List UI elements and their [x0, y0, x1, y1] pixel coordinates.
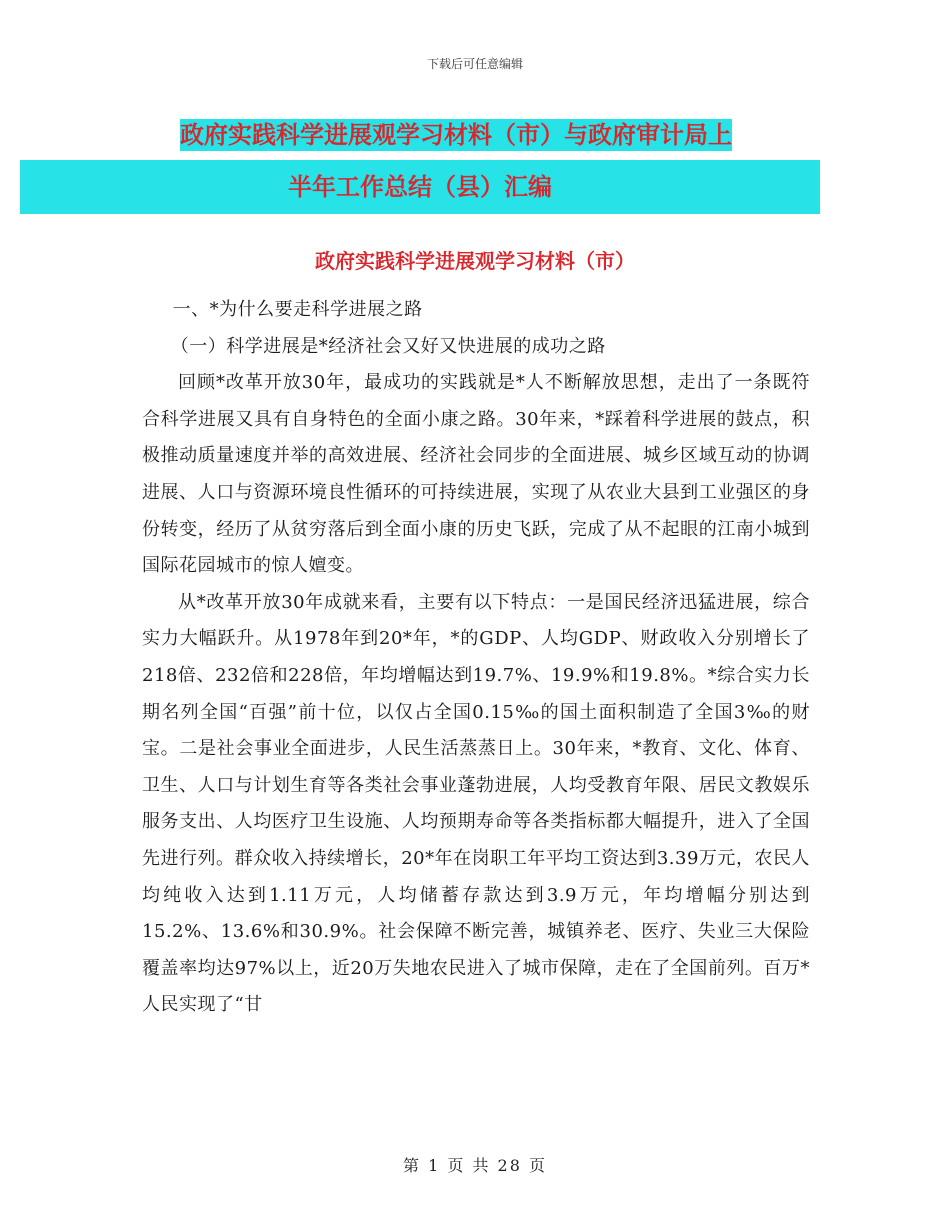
document-title	[180, 110, 820, 214]
paragraph: 从*改革开放30年成就来看，主要有以下特点：一是国民经济迅猛进展，综合实力大幅跃升。从1978年到20*年，*的GDP、人均GDP、财政收入分别增长了218倍、232倍和228倍，年均增幅达到19.7%、19.9%和19.8%。*综合实力长期名列全国“百强”前十位，以仅占全国0.15‰的国土面积制造了全国3‰的财宝。二是社会事业全面进步，人民生活蒸蒸日上。30年来，*教育、文化、体育、卫生、人口与计划生育等各类社会事业蓬勃进展，人均受教育年限、居民文教娱乐服务支出、人均医疗卫生设施、人均预期寿命等各类指标都大幅提升，进入了全国先进行列。群众收入持续增长，20*年在岗职工年平均工资达到3.39万元，农民人均纯收入达到1.11万元，人均储蓄存款达到3.9万元，年均增幅分别达到15.2%、13.6%和30.9%。社会保障不断完善，城镇养老、医疗、失业三大保险覆盖率均达97%以上，近20万失地农民进入了城市保障，走在了全国前列。百万*人民实现了“甘	[142, 591, 810, 1016]
document-title-line-2-text: 半年工作总结（县）汇编	[288, 173, 552, 201]
page-header-note: 下载后可任意编辑	[426, 57, 523, 71]
paragraph: 回顾*改革开放30年，最成功的实践就是*人不断解放思想，走出了一条既符合科学进展又具有自身特色的全面小康之路。30年来，*踩着科学进展的鼓点，积极推动质量速度并举的高效进展、经济社会同步的全面进展、城乡区域互动的协调进展、人口与资源环境良性循环的可持续进展，实现了从农业大县到工业强区的身份转变，经历了从贫穷落后到全面小康的历史飞跃，完成了从不起眼的江南小城到国际花园城市的惊人嬗变。	[142, 372, 810, 577]
page-number: 第 1 页 共 28 页	[403, 1156, 547, 1175]
section-heading: 政府实践科学进展观学习材料（市）	[315, 249, 635, 273]
heading-level-2: （一）科学进展是*经济社会又好又快进展的成功之路	[170, 335, 606, 357]
heading-level-1: 一、*为什么要走科学进展之路	[172, 299, 423, 320]
document-title-line-1: 政府实践科学进展观学习材料（市）与政府审计局上	[180, 121, 732, 149]
document-body	[142, 292, 810, 1024]
document-title-line-2	[20, 160, 820, 214]
